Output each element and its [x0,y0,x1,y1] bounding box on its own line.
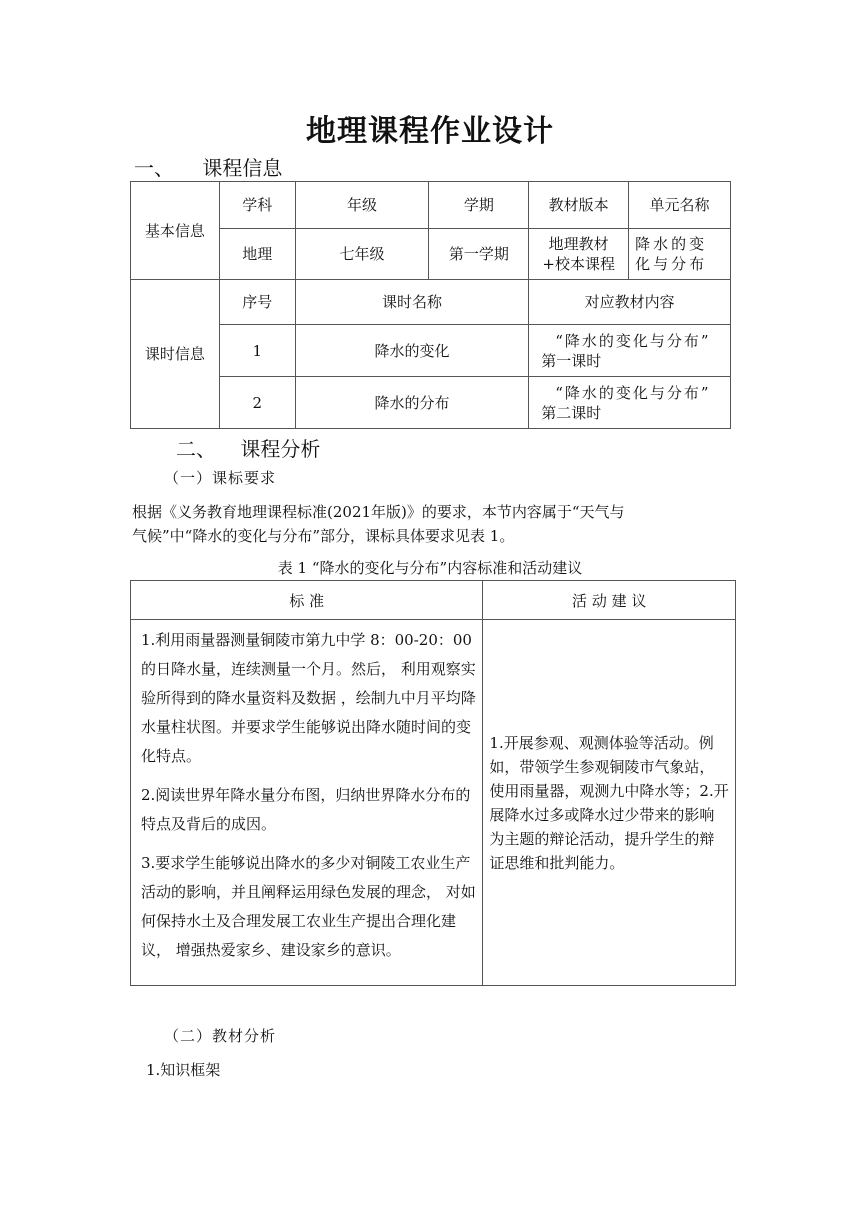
standard-item: 2.阅读世界年降水量分布图，归纳世界降水分布的特点及背后的成因。 [141,786,471,833]
value-term: 第一学期 [429,229,529,280]
intro-paragraph: 根据《义务教育地理课程标准(2021年版)》的要求，本节内容属于“天气与 气候”中“降水的变化与分布”部分，课标具体要求见表 1。 [132,503,625,545]
header-unit: 单元名称 [629,182,731,229]
section-title: 课程分析 [240,437,321,461]
lesson-header-name: 课时名称 [295,280,529,325]
suggestion-cell: 1.开展参观、观测体验等活动。例如，带领学生参观铜陵市气象站，使用雨量器，观测九中降水等；2.开展降水过多或降水过少带来的影响为主题的辩论活动，提升学生的辩证思维和批判能力。 [483,620,736,986]
standard-item: 1.利用雨量器测量铜陵市第九中学 8：00-20：00 的日降水量，连续测量一个月。然后， 利用观察实验所得到的降水量资料及数据 ，绘制九中月平均降水量柱状图。并要求学生能够说出降水随时间的变化特点。 [141,631,476,765]
subsection-textbook-analysis: （二）教材分析 [164,1027,277,1045]
section-heading-course-info [134,152,282,181]
lesson-header-content: 对应教材内容 [529,280,731,325]
lesson-name: 降水的变化 [295,325,529,377]
section-number: 二、 [176,437,216,461]
value-subject: 地理 [219,229,295,280]
basic-info-label: 基本信息 [131,182,220,280]
value-unit: 降水的变化与分布 [629,229,731,280]
section-title: 课程信息 [202,156,283,180]
standard-item: 3.要求学生能够说出降水的多少对铜陵工农业生产活动的影响，并且阐释运用绿色发展的理念， 对如何保持水土及合理发展工农业生产提出合理化建议， 增强热爱家乡、建设家乡的意识。 [141,854,476,959]
header-term: 学期 [429,182,529,229]
value-grade: 七年级 [295,229,429,280]
header-suggestion: 活 动 建 议 [483,581,736,620]
header-standard: 标 准 [131,581,483,620]
standards-cell [131,620,483,986]
lesson-info-label: 课时信息 [131,280,220,429]
header-textbook: 教材版本 [529,182,629,229]
section-heading-course-analysis [176,433,320,462]
lesson-header-no: 序号 [219,280,295,325]
subsection-curriculum-standard: （一）课标要求 [164,469,277,487]
table-caption: 表 1 “降水的变化与分布”内容标准和活动建议 [277,559,583,577]
lesson-no: 2 [219,377,295,429]
lesson-content: “降水的变化与分布” 第一课时 [529,325,731,377]
value-textbook: 地理教材+校本课程 [529,229,629,280]
lesson-name: 降水的分布 [295,377,529,429]
section-number: 一、 [134,156,174,180]
course-info-table [130,181,731,429]
document-title: 地理课程作业设计 [306,114,554,149]
header-grade: 年级 [295,182,429,229]
lesson-no: 1 [219,325,295,377]
knowledge-framework-item: 1.知识框架 [146,1061,221,1079]
standards-table [130,580,736,986]
header-subject: 学科 [219,182,295,229]
lesson-content: “降水的变化与分布” 第二课时 [529,377,731,429]
